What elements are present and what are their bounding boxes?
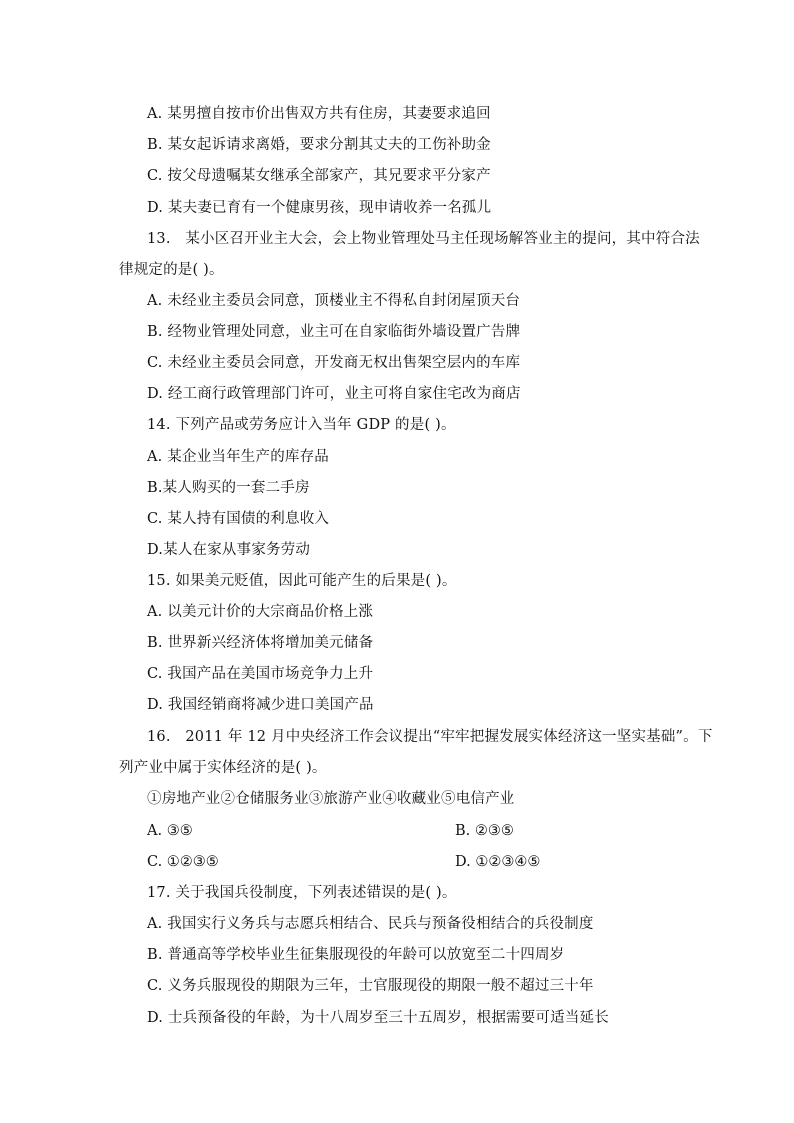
q12-option-c: C. 按父母遗嘱某女继承全部家产，其兄要求平分家产 <box>147 168 491 184</box>
q16-option-b: B. ②③⑤ <box>455 823 514 839</box>
q15-option-c: C. 我国产品在美国市场竞争力上升 <box>147 666 374 682</box>
q12-option-a: A. 某男擅自按市价出售双方共有住房，其妻要求追回 <box>147 106 491 122</box>
q17-option-a: A. 我国实行义务兵与志愿兵相结合、民兵与预备役相结合的兵役制度 <box>147 916 594 932</box>
q13-stem-line1: 13. 某小区召开业主大会，会上物业管理处马主任现场解答业主的提问，其中符合法 <box>147 231 700 247</box>
q14-stem: 14. 下列产品或劳务应计入当年 GDP 的是( )。 <box>147 417 456 433</box>
q13-option-b: B. 经物业管理处同意，业主可在自家临街外墙设置广告牌 <box>147 324 521 340</box>
q16-option-c: C. ①②③⑤ <box>147 854 219 870</box>
q13-stem-line2: 律规定的是( )。 <box>119 262 224 278</box>
q15-option-b: B. 世界新兴经济体将增加美元储备 <box>147 635 374 651</box>
q16-stem-line1: 16. 2011 年 12 月中央经济工作会议提出“牢牢把握发展实体经济这一坚实基础”。下 <box>147 729 713 745</box>
q14-option-b: B.某人购买的一套二手房 <box>147 480 310 496</box>
q14-option-d: D.某人在家从事家务劳动 <box>147 542 311 558</box>
q16-option-d: D. ①②③④⑤ <box>455 854 541 870</box>
q16-items: ①房地产业②仓储服务业③旅游产业④收藏业⑤电信产业 <box>147 791 515 807</box>
q13-option-a: A. 未经业主委员会同意，顶楼业主不得私自封闭屋顶天台 <box>147 293 521 309</box>
q17-option-d: D. 士兵预备役的年龄，为十八周岁至三十五周岁，根据需要可适当延长 <box>147 1010 609 1026</box>
q15-stem: 15. 如果美元贬值，因此可能产生的后果是( )。 <box>147 573 457 589</box>
q13-option-c: C. 未经业主委员会同意，开发商无权出售架空层内的车库 <box>147 355 521 371</box>
q12-option-d: D. 某夫妻已育有一个健康男孩，现申请收养一名孤儿 <box>147 200 492 216</box>
q17-option-c: C. 义务兵服现役的期限为三年，士官服现役的期限一般不超过三十年 <box>147 978 594 994</box>
q15-option-d: D. 我国经销商将减少进口美国产品 <box>147 697 374 713</box>
q15-option-a: A. 以美元计价的大宗商品价格上涨 <box>147 604 374 620</box>
q14-option-a: A. 某企业当年生产的库存品 <box>147 449 329 465</box>
q13-option-d: D. 经工商行政管理部门许可，业主可将自家住宅改为商店 <box>147 386 521 402</box>
q16-stem-line2: 列产业中属于实体经济的是( )。 <box>119 760 327 776</box>
q17-stem: 17. 关于我国兵役制度，下列表述错误的是( )。 <box>147 885 457 901</box>
q12-option-b: B. 某女起诉请求离婚，要求分割其丈夫的工伤补助金 <box>147 137 491 153</box>
q17-option-b: B. 普通高等学校毕业生征集服现役的年龄可以放宽至二十四周岁 <box>147 947 565 963</box>
q14-option-c: C. 某人持有国债的利息收入 <box>147 511 330 527</box>
q16-option-a: A. ③⑤ <box>147 823 193 839</box>
